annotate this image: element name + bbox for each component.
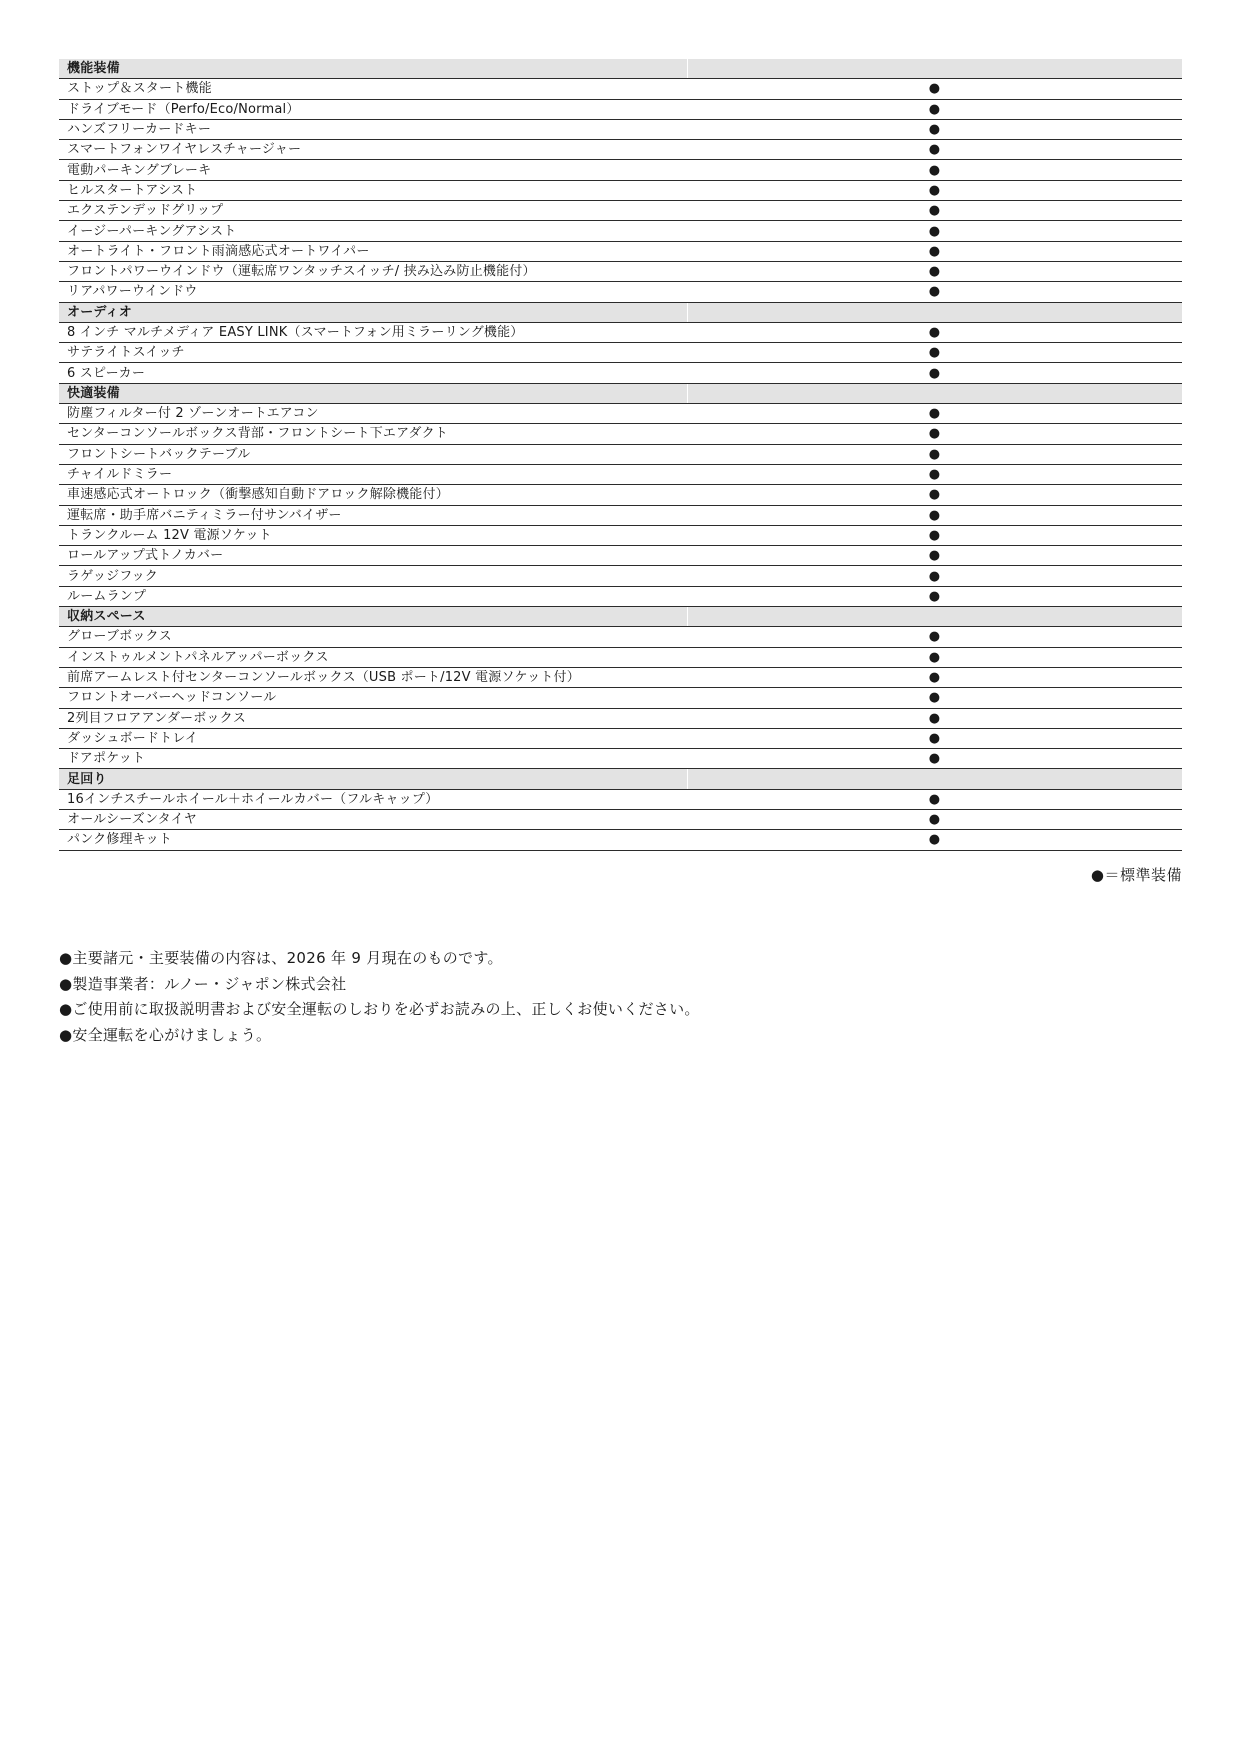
equipment-label: エクステンデッドグリップ <box>59 201 687 221</box>
standard-equipment-mark: ● <box>687 749 1182 769</box>
standard-equipment-mark: ● <box>687 221 1182 241</box>
section-header-row <box>59 383 1182 403</box>
standard-equipment-mark: ● <box>687 444 1182 464</box>
standard-equipment-mark: ● <box>687 586 1182 606</box>
standard-equipment-mark: ● <box>687 79 1182 99</box>
standard-equipment-mark: ● <box>687 708 1182 728</box>
equipment-row <box>59 119 1182 139</box>
equipment-label: ドライブモード（Perfo/Eco/Normal） <box>59 99 687 119</box>
equipment-label: リアパワーウインドウ <box>59 282 687 302</box>
standard-equipment-mark: ● <box>687 525 1182 545</box>
standard-equipment-mark: ● <box>687 160 1182 180</box>
equipment-row <box>59 180 1182 200</box>
standard-equipment-mark: ● <box>687 464 1182 484</box>
equipment-label: センターコンソールボックス背部・フロントシート下エアダクト <box>59 424 687 444</box>
equipment-label: スマートフォンワイヤレスチャージャー <box>59 140 687 160</box>
equipment-row <box>59 404 1182 424</box>
standard-equipment-mark: ● <box>687 667 1182 687</box>
equipment-label: 2列目フロアアンダーボックス <box>59 708 687 728</box>
equipment-label: フロントシートバックテーブル <box>59 444 687 464</box>
standard-equipment-mark: ● <box>687 322 1182 342</box>
standard-equipment-mark: ● <box>687 343 1182 363</box>
equipment-row <box>59 424 1182 444</box>
equipment-row <box>59 586 1182 606</box>
footnote-item: ●主要諸元・主要装備の内容は、2026 年 9 月現在のものです。 <box>59 949 503 967</box>
standard-equipment-mark: ● <box>687 140 1182 160</box>
standard-equipment-mark: ● <box>687 830 1182 850</box>
equipment-label: 16インチスチールホイール＋ホイールカバー（フルキャップ） <box>59 789 687 809</box>
standard-equipment-mark: ● <box>687 627 1182 647</box>
equipment-label: フロントパワーウインドウ（運転席ワンタッチスイッチ/ 挟み込み防止機能付） <box>59 261 687 281</box>
equipment-label: フロントオーバーヘッドコンソール <box>59 688 687 708</box>
equipment-label: トランクルーム 12V 電源ソケット <box>59 525 687 545</box>
legend-standard-equipment: ●＝標準装備 <box>1090 866 1182 884</box>
standard-equipment-mark: ● <box>687 119 1182 139</box>
section-title: オーディオ <box>59 302 687 322</box>
standard-equipment-mark: ● <box>687 201 1182 221</box>
equipment-row <box>59 566 1182 586</box>
footnote-item: ●ご使用前に取扱説明書および安全運転のしおりを必ずお読みの上、正しくお使いください。 <box>59 1000 700 1018</box>
equipment-row <box>59 160 1182 180</box>
equipment-row <box>59 485 1182 505</box>
section-header-row <box>59 59 1182 79</box>
footnote-item: ●安全運転を心がけましょう。 <box>59 1025 272 1044</box>
equipment-row <box>59 261 1182 281</box>
equipment-label: 前席アームレスト付センターコンソールボックス（USB ポート/12V 電源ソケット付） <box>59 667 687 687</box>
section-header-blank <box>687 302 1182 322</box>
footnotes <box>59 946 700 1048</box>
standard-equipment-mark: ● <box>687 789 1182 809</box>
equipment-row <box>59 647 1182 667</box>
standard-equipment-mark: ● <box>687 180 1182 200</box>
equipment-row <box>59 830 1182 850</box>
equipment-label: ルームランプ <box>59 586 687 606</box>
standard-equipment-mark: ● <box>687 566 1182 586</box>
equipment-row <box>59 525 1182 545</box>
standard-equipment-mark: ● <box>687 505 1182 525</box>
equipment-row <box>59 789 1182 809</box>
section-header-blank <box>687 607 1182 627</box>
section-title: 足回り <box>59 769 687 789</box>
equipment-label: ドアポケット <box>59 749 687 769</box>
equipment-row <box>59 688 1182 708</box>
equipment-label: ラゲッジフック <box>59 566 687 586</box>
equipment-label: ロールアップ式トノカバー <box>59 546 687 566</box>
section-header-row <box>59 607 1182 627</box>
equipment-label: グローブボックス <box>59 627 687 647</box>
standard-equipment-mark: ● <box>687 485 1182 505</box>
standard-equipment-mark: ● <box>687 728 1182 748</box>
standard-equipment-mark: ● <box>687 282 1182 302</box>
equipment-label: 運転席・助手席バニティミラー付サンバイザー <box>59 505 687 525</box>
section-title: 快適装備 <box>59 383 687 403</box>
standard-equipment-mark: ● <box>687 241 1182 261</box>
equipment-label: オールシーズンタイヤ <box>59 809 687 829</box>
equipment-label: パンク修理キット <box>59 830 687 850</box>
equipment-row <box>59 79 1182 99</box>
section-header-blank <box>687 383 1182 403</box>
equipment-row <box>59 241 1182 261</box>
equipment-label: 防塵フィルター付 2 ゾーンオートエアコン <box>59 404 687 424</box>
standard-equipment-mark: ● <box>687 261 1182 281</box>
section-title: 収納スペース <box>59 607 687 627</box>
equipment-row <box>59 322 1182 342</box>
equipment-label: インストゥルメントパネルアッパーボックス <box>59 647 687 667</box>
equipment-row <box>59 363 1182 383</box>
equipment-row <box>59 809 1182 829</box>
equipment-label: オートライト・フロント雨滴感応式オートワイパー <box>59 241 687 261</box>
equipment-row <box>59 343 1182 363</box>
equipment-label: 6 スピーカー <box>59 363 687 383</box>
equipment-label: 車速感応式オートロック（衝撃感知自動ドアロック解除機能付） <box>59 485 687 505</box>
equipment-label: 8 インチ マルチメディア EASY LINK（スマートフォン用ミラーリング機能） <box>59 322 687 342</box>
equipment-row <box>59 505 1182 525</box>
section-header-row <box>59 769 1182 789</box>
equipment-row <box>59 221 1182 241</box>
equipment-row <box>59 464 1182 484</box>
equipment-label: イージーパーキングアシスト <box>59 221 687 241</box>
equipment-label: チャイルドミラー <box>59 464 687 484</box>
equipment-table <box>59 59 1182 851</box>
equipment-label: 電動パーキングブレーキ <box>59 160 687 180</box>
equipment-row <box>59 708 1182 728</box>
equipment-label: ハンズフリーカードキー <box>59 119 687 139</box>
equipment-row <box>59 140 1182 160</box>
equipment-row <box>59 749 1182 769</box>
standard-equipment-mark: ● <box>687 99 1182 119</box>
footnote-item: ●製造事業者：ルノー・ジャポン株式会社 <box>59 974 347 993</box>
section-header-blank <box>687 769 1182 789</box>
equipment-label: ヒルスタートアシスト <box>59 180 687 200</box>
equipment-label: ストップ＆スタート機能 <box>59 79 687 99</box>
section-title: 機能装備 <box>59 59 687 79</box>
equipment-row <box>59 627 1182 647</box>
section-header-blank <box>687 59 1182 79</box>
equipment-row <box>59 99 1182 119</box>
equipment-row <box>59 728 1182 748</box>
equipment-label: サテライトスイッチ <box>59 343 687 363</box>
equipment-row <box>59 546 1182 566</box>
standard-equipment-mark: ● <box>687 809 1182 829</box>
equipment-label: ダッシュボードトレイ <box>59 728 687 748</box>
equipment-table-body <box>59 59 1182 850</box>
standard-equipment-mark: ● <box>687 647 1182 667</box>
standard-equipment-mark: ● <box>687 688 1182 708</box>
equipment-row <box>59 282 1182 302</box>
standard-equipment-mark: ● <box>687 363 1182 383</box>
equipment-row <box>59 667 1182 687</box>
standard-equipment-mark: ● <box>687 404 1182 424</box>
equipment-row <box>59 201 1182 221</box>
section-header-row <box>59 302 1182 322</box>
standard-equipment-mark: ● <box>687 546 1182 566</box>
equipment-row <box>59 444 1182 464</box>
standard-equipment-mark: ● <box>687 424 1182 444</box>
